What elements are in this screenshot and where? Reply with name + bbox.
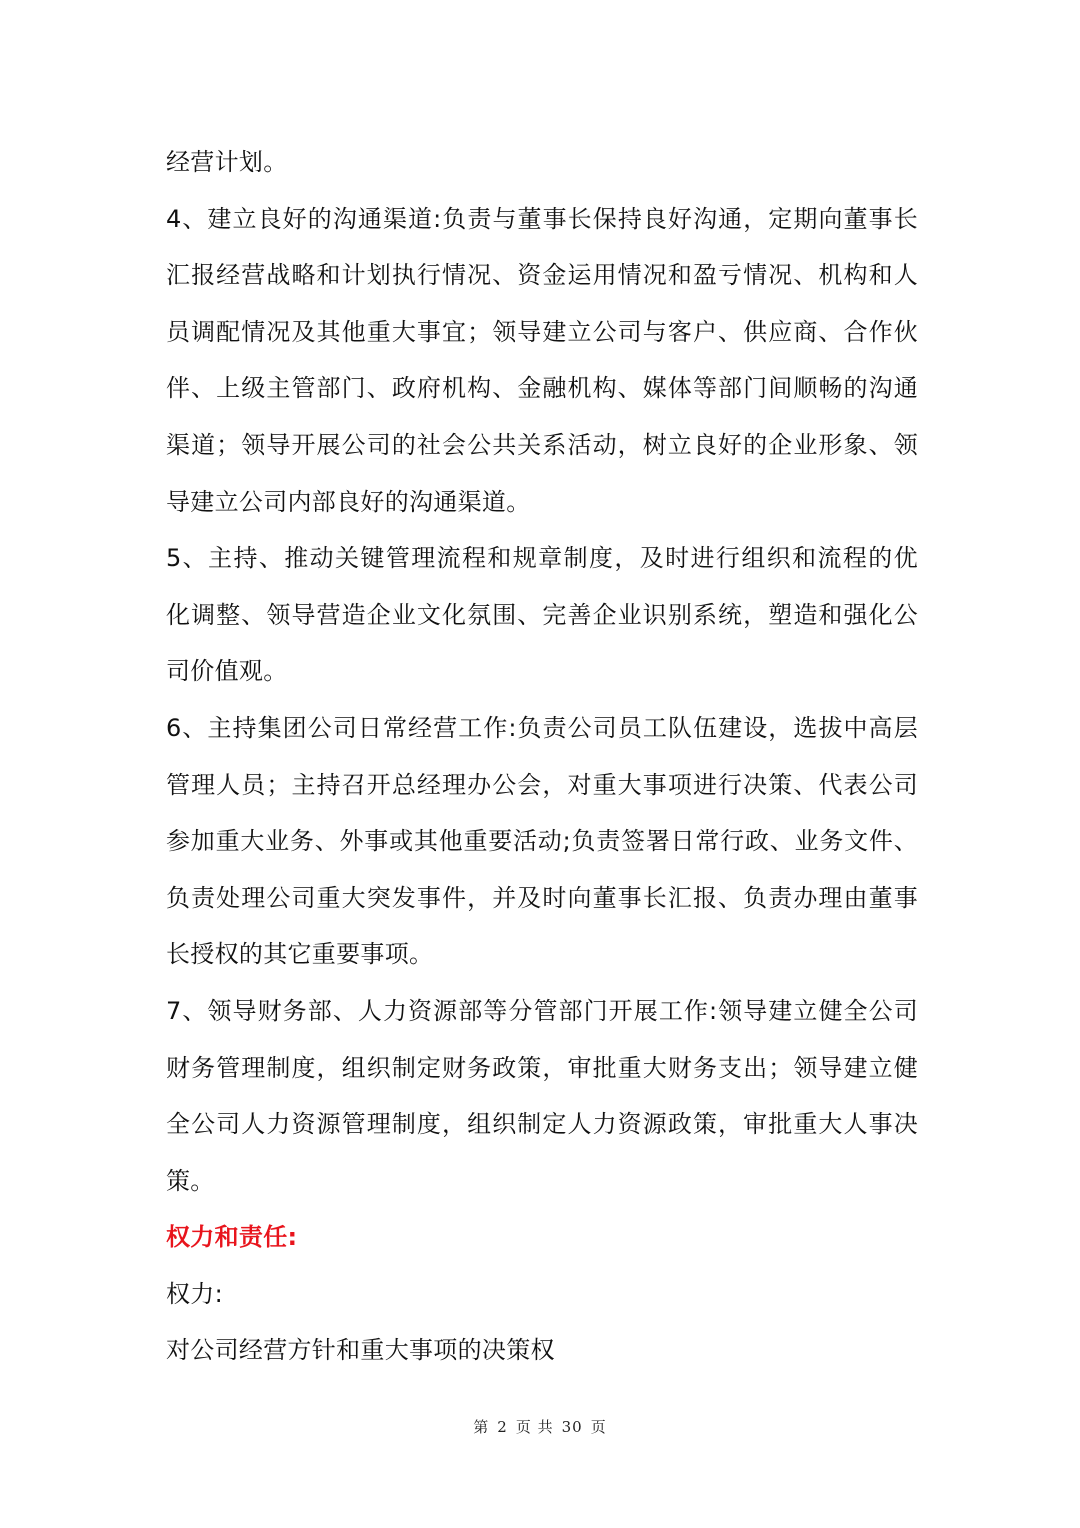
text-line: 汇报经营战略和计划执行情况、资金运用情况和盈亏情况、机构和人 (166, 261, 918, 290)
sub-heading: 权力: (166, 1279, 223, 1308)
footer-mid: 页 共 (515, 1418, 554, 1436)
text-line: 经营计划。 (166, 148, 288, 176)
power-item: 对公司经营方针和重大事项的决策权 (166, 1336, 555, 1365)
text-line: 全公司人力资源管理制度，组织制定人力资源政策，审批重大人事决 (166, 1110, 918, 1139)
page-footer (0, 1416, 1080, 1437)
document-body (166, 134, 918, 1379)
text-line: 渠道；领导开展公司的社会公共关系活动，树立良好的企业形象、领 (166, 430, 918, 459)
page-number: 2 (497, 1418, 508, 1436)
text-line: 6、主持集团公司日常经营工作:负责公司员工队伍建设，选拔中高层 (166, 713, 918, 742)
text-line: 5、主持、推动关键管理流程和规章制度，及时进行组织和流程的优 (166, 544, 918, 573)
footer-suffix: 页 (590, 1418, 607, 1436)
text-line: 化调整、领导营造企业文化氛围、完善企业识别系统，塑造和强化公 (166, 600, 918, 629)
section-heading: 权力和责任: (166, 1223, 298, 1252)
text-line: 负责处理公司重大突发事件，并及时向董事长汇报、负责办理由董事 (166, 883, 918, 912)
text-line: 员调配情况及其他重大事宜；领导建立公司与客户、供应商、合作伙 (166, 317, 918, 346)
text-line: 策。 (166, 1166, 215, 1195)
text-line: 司价值观。 (166, 657, 288, 686)
text-line: 长授权的其它重要事项。 (166, 940, 434, 969)
text-line: 财务管理制度，组织制定财务政策，审批重大财务支出；领导建立健 (166, 1053, 918, 1082)
text-line: 参加重大业务、外事或其他重要活动;负责签署日常行政、业务文件、 (166, 827, 918, 856)
text-line: 管理人员；主持召开总经理办公会，对重大事项进行决策、代表公司 (166, 770, 918, 799)
footer-prefix: 第 (473, 1418, 490, 1436)
total-pages: 30 (561, 1418, 583, 1436)
text-line: 4、建立良好的沟通渠道:负责与董事长保持良好沟通，定期向董事长 (166, 204, 918, 233)
text-line: 伴、上级主管部门、政府机构、金融机构、媒体等部门间顺畅的沟通 (166, 374, 918, 403)
text-line: 导建立公司内部良好的沟通渠道。 (166, 487, 531, 516)
text-line: 7、领导财务部、人力资源部等分管部门开展工作:领导建立健全公司 (166, 996, 918, 1025)
